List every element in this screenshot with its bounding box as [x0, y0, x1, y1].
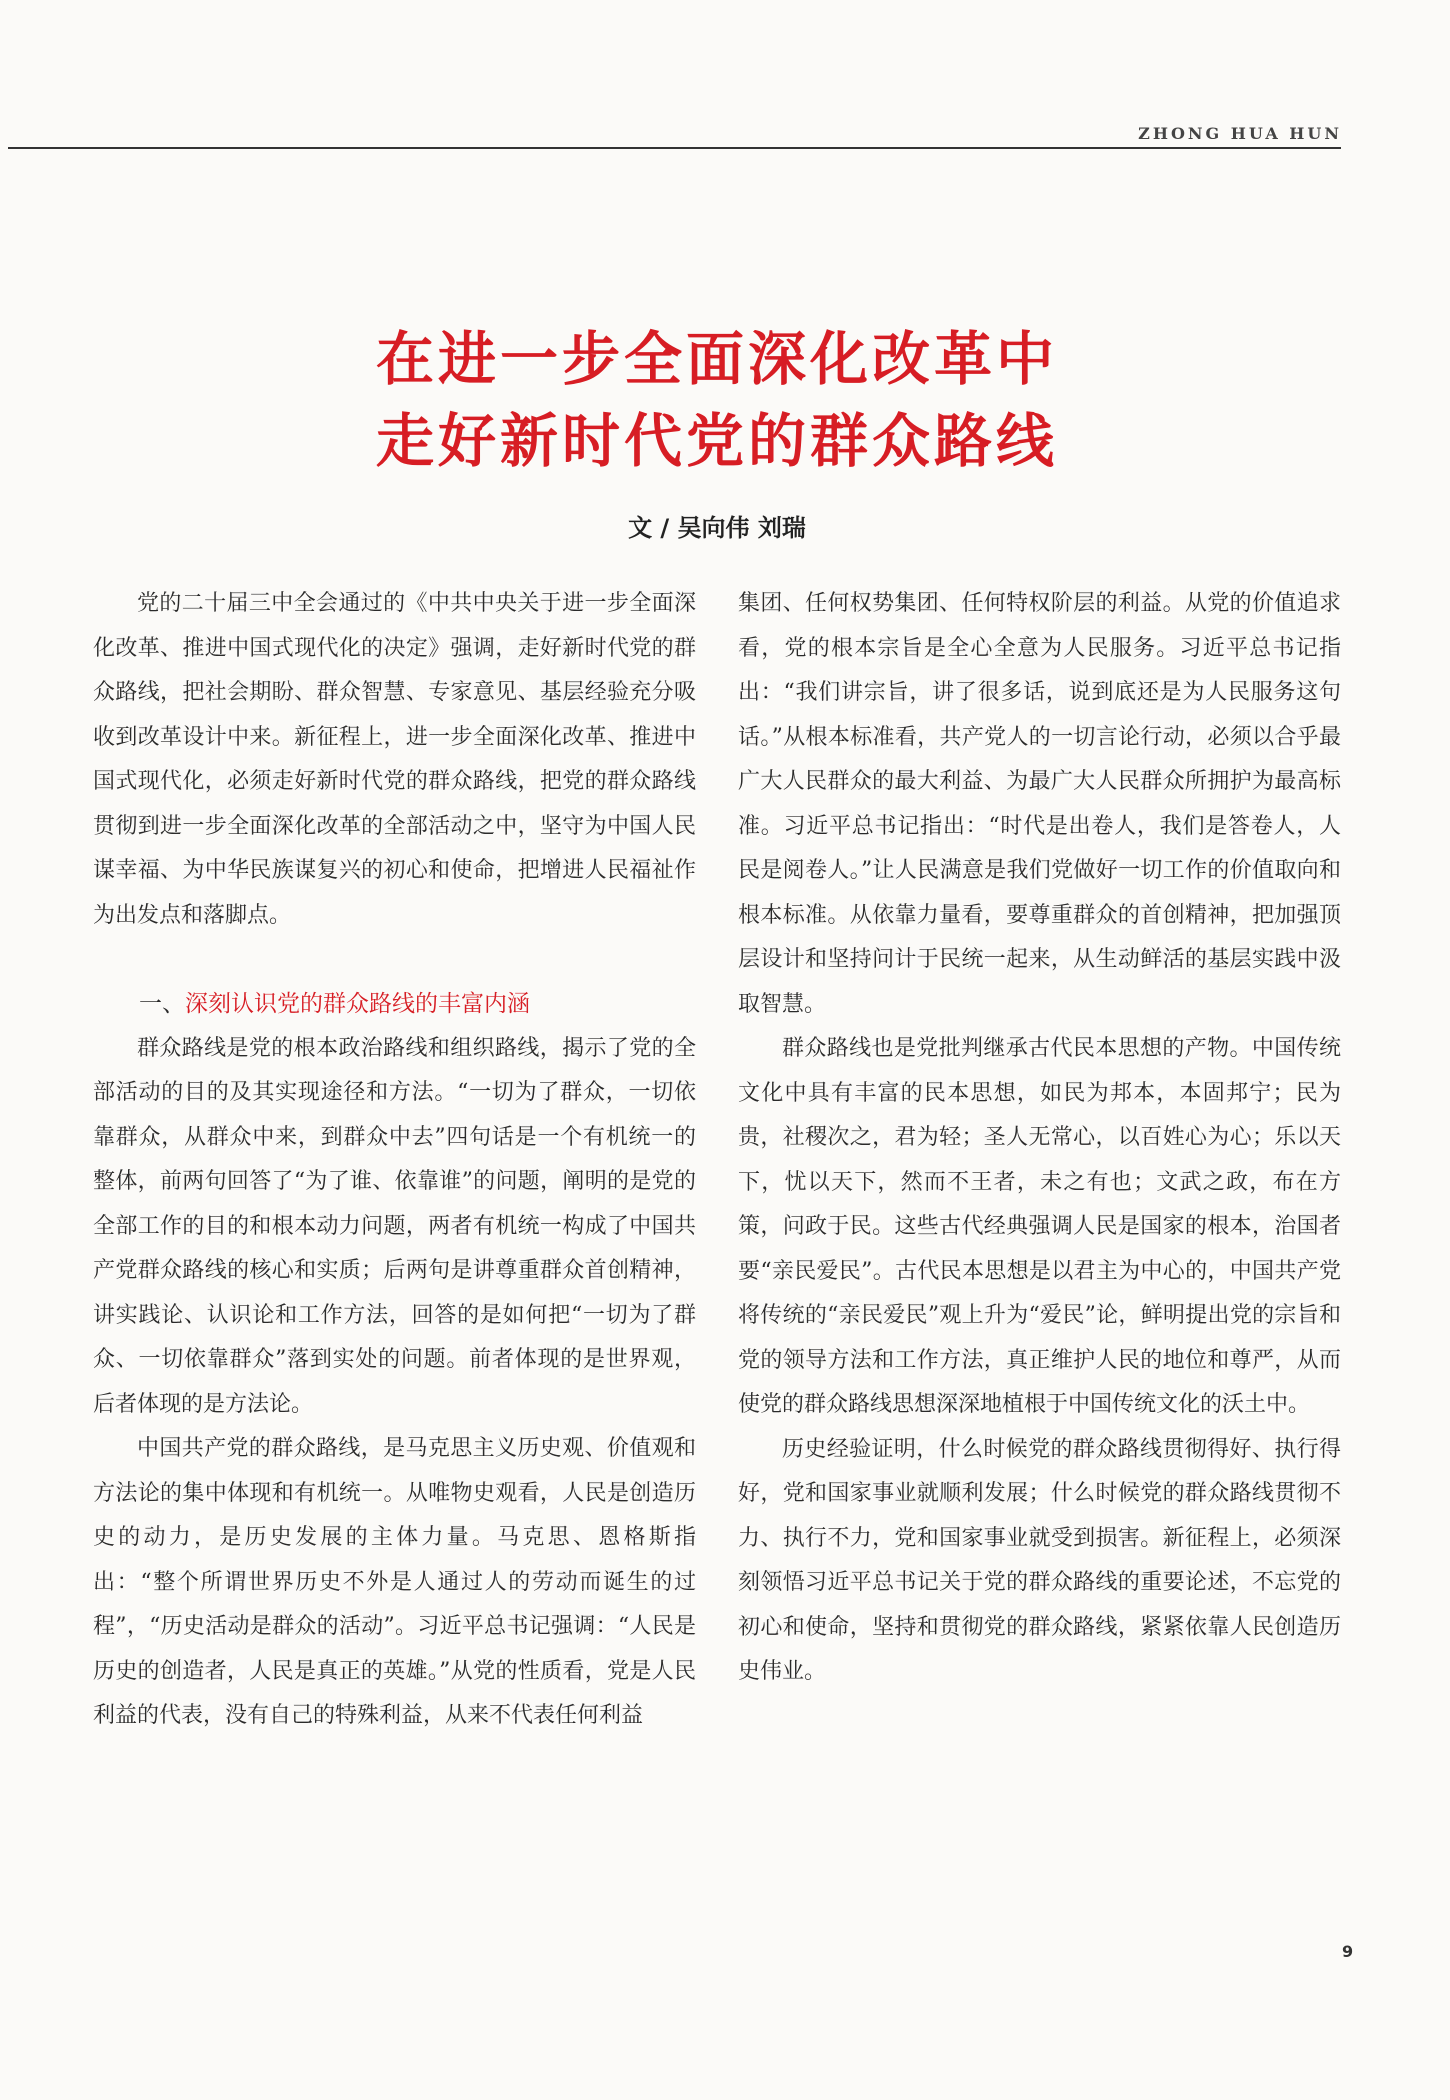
- right-column: [738, 582, 1341, 1695]
- paragraph: 群众路线是党的根本政治路线和组织路线，揭示了党的全部活动的目的及其实现途径和方法。“一切为了群众，一切依靠群众，从群众中来，到群众中去”四句话是一个有机统一的整体，前两句回答了“为了谁、依靠谁”的问题，阐明的是党的全部工作的目的和根本动力问题，两者有机统一构成了中国共产党群众路线的核心和实质；后两句是讲尊重群众首创精神，讲实践论、认识论和工作方法，回答的是如何把“一切为了群众、一切依靠群众”落到实处的问题。前者体现的是世界观，后者体现的是方法论。: [93, 1035, 696, 1417]
- paragraph: 历史经验证明，什么时候党的群众路线贯彻得好、执行得好，党和国家事业就顺利发展；什么时候党的群众路线贯彻不力、执行不力，党和国家事业就受到损害。新征程上，必须深刻领悟习近平总书记关于党的群众路线的重要论述，不忘党的初心和使命，坚持和贯彻党的群众路线，紧紧依靠人民创造历史伟业。: [738, 1436, 1341, 1684]
- header-rule: [8, 147, 1341, 149]
- section-heading: [93, 982, 696, 1027]
- magazine-header-mark: ZHONG HUA HUN: [1138, 124, 1342, 143]
- section-title: 深刻认识党的群众路线的丰富内涵: [185, 991, 530, 1017]
- left-column: [93, 582, 696, 1739]
- paragraph: 党的二十届三中全会通过的《中共中央关于进一步全面深化改革、推进中国式现代化的决定》强调，走好新时代党的群众路线，把社会期盼、群众智慧、专家意见、基层经验充分吸收到改革设计中来。新征程上，进一步全面深化改革、推进中国式现代化，必须走好新时代党的群众路线，把党的群众路线贯彻到进一步全面深化改革的全部活动之中，坚守为中国人民谋幸福、为中华民族谋复兴的初心和使命，把增进人民福祉作为出发点和落脚点。: [93, 591, 696, 928]
- article-title: [0, 318, 1434, 482]
- page-number: 9: [1342, 1942, 1354, 1961]
- section-number: 一、: [139, 991, 185, 1017]
- title-line-2: 走好新时代党的群众路线: [375, 407, 1058, 475]
- paragraph: 中国共产党的群众路线，是马克思主义历史观、价值观和方法论的集中体现和有机统一。从唯物史观看，人民是创造历史的动力，是历史发展的主体力量。马克思、恩格斯指出：“整个所谓世界历史不外是人通过人的劳动而诞生的过程”，“历史活动是群众的活动”。习近平总书记强调：“人民是历史的创造者，人民是真正的英雄。”从党的性质看，党是人民利益的代表，没有自己的特殊利益，从来不代表任何利益: [93, 1436, 696, 1728]
- article-byline: 文 / 吴向伟 刘瑞: [628, 514, 806, 542]
- paragraph: 群众路线也是党批判继承古代民本思想的产物。中国传统文化中具有丰富的民本思想，如民为邦本，本固邦宁；民为贵，社稷次之，君为轻；圣人无常心，以百姓心为心；乐以天下，忧以天下，然而不王者，未之有也；文武之政，布在方策，问政于民。这些古代经典强调人民是国家的根本，治国者要“亲民爱民”。古代民本思想是以君主为中心的，中国共产党将传统的“亲民爱民”观上升为“爱民”论，鲜明提出党的宗旨和党的领导方法和工作方法，真正维护人民的地位和尊严，从而使党的群众路线思想深深地植根于中国传统文化的沃土中。: [738, 1036, 1341, 1417]
- title-line-1: 在进一步全面深化改革中: [375, 325, 1058, 393]
- paragraph: 集团、任何权势集团、任何特权阶层的利益。从党的价值追求看，党的根本宗旨是全心全意为人民服务。习近平总书记指出：“我们讲宗旨，讲了很多话，说到底还是为人民服务这句话。”从根本标准看，共产党人的一切言论行动，必须以合乎最广大人民群众的最大利益、为最广大人民群众所拥护为最高标准。习近平总书记指出：“时代是出卷人，我们是答卷人，人民是阅卷人。”让人民满意是我们党做好一切工作的价值取向和根本标准。从依靠力量看，要尊重群众的首创精神，把加强顶层设计和坚持问计于民统一起来，从生动鲜活的基层实践中汲取智慧。: [738, 591, 1341, 1017]
